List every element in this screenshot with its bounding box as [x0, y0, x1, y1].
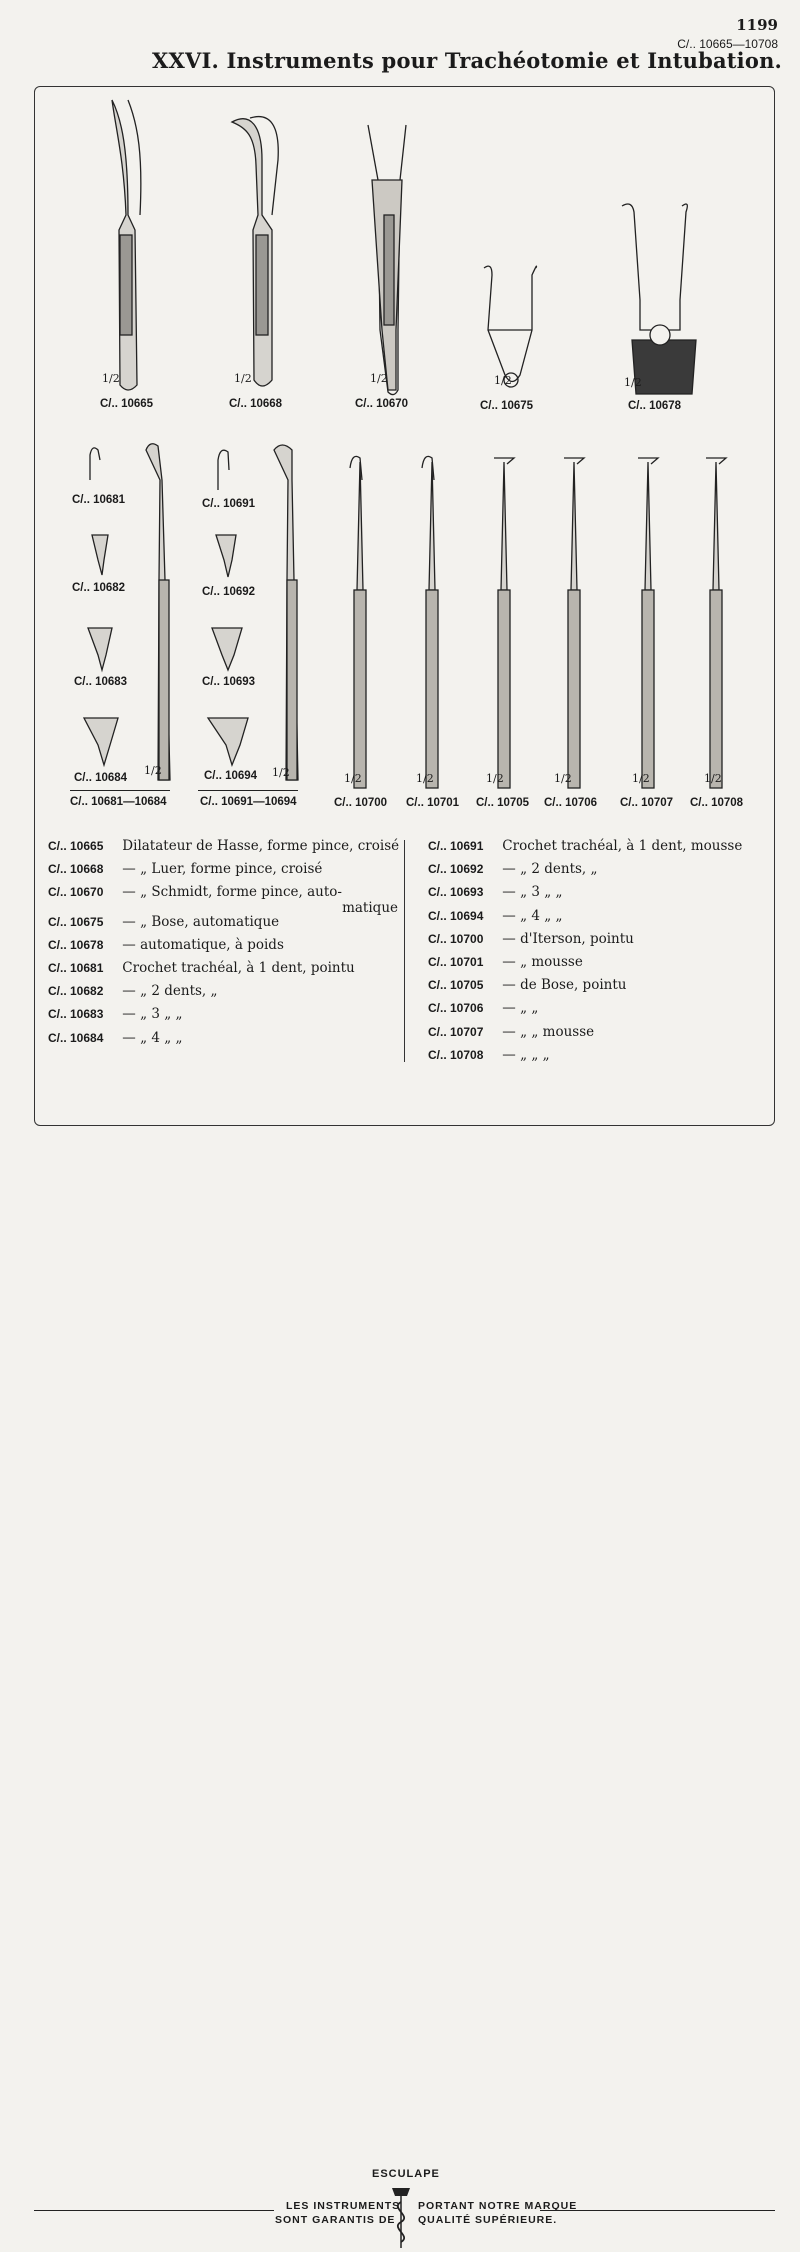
- figure-label-10668: C/.. 10668: [229, 398, 283, 410]
- scale-label: 1/2: [554, 772, 572, 785]
- table-row: C/.. 10668 — „ Luer, forme pince, croisé: [48, 861, 323, 878]
- hook-tip-10693: [212, 628, 242, 670]
- table-row: C/.. 10684 — „ 4 „ „: [48, 1029, 183, 1046]
- figure-label-10681: C/.. 10681: [72, 494, 126, 506]
- brand-name: ESCULAPE: [372, 2168, 440, 2180]
- scale-label: 1/2: [272, 766, 290, 779]
- hook-tip-10682: [92, 535, 108, 575]
- hook-long-10706: [564, 458, 584, 788]
- footer-rule-right: [540, 2210, 775, 2211]
- hook-tip-10684: [84, 718, 118, 765]
- figure-label-10701: C/.. 10701: [406, 797, 460, 809]
- figure-label-10707: C/.. 10707: [620, 797, 674, 809]
- forceps-illustration-10668: [232, 117, 278, 386]
- table-row: C/.. 10693 — „ 3 „ „: [428, 884, 563, 901]
- hook-long-10691-10694: [274, 445, 298, 780]
- hook-long-10681-10684: [146, 444, 170, 780]
- hook-long-10700: [350, 456, 366, 788]
- scale-label: 1/2: [486, 772, 504, 785]
- figure-label-10694: C/.. 10694: [204, 770, 258, 782]
- hook-tip-10694: [208, 718, 248, 765]
- group-label-10681-10684: C/.. 10681—10684: [70, 796, 167, 808]
- catalog-range: C/.. 10665—10708: [677, 37, 778, 51]
- table-row: C/.. 10708 — „ „ „: [428, 1046, 550, 1063]
- scale-label: 1/2: [624, 376, 642, 389]
- footer-line-2-right: QUALITÉ SUPÉRIEURE.: [418, 2214, 558, 2226]
- table-row: C/.. 10705 — de Bose, pointu: [428, 977, 627, 994]
- scale-label: 1/2: [102, 372, 120, 385]
- group-label-10691-10694: C/.. 10691—10694: [200, 796, 297, 808]
- group-bracket-right: [198, 790, 298, 791]
- hook-long-10701: [422, 456, 438, 788]
- footer-line-1-left: LES INSTRUMENTS: [286, 2200, 401, 2212]
- figure-label-10705: C/.. 10705: [476, 797, 530, 809]
- table-row: C/.. 10691 Crochet trachéal, à 1 dent, mousse: [428, 838, 743, 854]
- footer-line-2-left: SONT GARANTIS DE: [275, 2214, 396, 2226]
- scale-label: 1/2: [344, 772, 362, 785]
- forceps-illustration-10670: [368, 125, 406, 395]
- scale-label: 1/2: [632, 772, 650, 785]
- figure-label-10675: C/.. 10675: [480, 400, 534, 412]
- forceps-illustration-10665: [112, 100, 141, 390]
- hook-tip-10681: [90, 448, 100, 480]
- table-row: C/.. 10683 — „ 3 „ „: [48, 1006, 183, 1023]
- scale-label: 1/2: [234, 372, 252, 385]
- hook-tip-10691: [218, 450, 229, 490]
- figure-label-10706: C/.. 10706: [544, 797, 598, 809]
- figure-label-10693: C/.. 10693: [202, 676, 256, 688]
- table-row: C/.. 10700 — d'Iterson, pointu: [428, 930, 634, 947]
- table-row: C/.. 10681 Crochet trachéal, à 1 dent, pointu: [48, 959, 355, 976]
- footer-rule-left: [34, 2210, 274, 2211]
- hook-long-10707: [638, 458, 658, 788]
- scale-label: 1/2: [704, 772, 722, 785]
- table-row: C/.. 10675 — „ Bose, automatique: [48, 913, 280, 930]
- table-row: C/.. 10707 — „ „ mousse: [428, 1023, 595, 1040]
- hook-long-10708: [706, 458, 726, 788]
- figure-label-10708: C/.. 10708: [690, 797, 744, 809]
- footer-line-1-right: PORTANT NOTRE MARQUE: [418, 2200, 578, 2212]
- table-row: C/.. 10665 Dilatateur de Hasse, forme pince, croisé: [48, 838, 400, 854]
- table-row: C/.. 10670 — „ Schmidt, forme pince, auto-: [48, 884, 342, 901]
- figure-label-10678: C/.. 10678: [628, 400, 682, 412]
- table-row: C/.. 10706 — „ „: [428, 1000, 539, 1017]
- hook-long-10705: [494, 458, 514, 788]
- figure-label-10700: C/.. 10700: [334, 797, 388, 809]
- figure-label-10683: C/.. 10683: [74, 676, 128, 688]
- hook-tip-10683: [88, 628, 112, 670]
- scale-label: 1/2: [144, 764, 162, 777]
- scale-label: 1/2: [416, 772, 434, 785]
- hook-tip-10692: [216, 535, 236, 577]
- page-number: 1199: [736, 16, 778, 34]
- figure-label-10682: C/.. 10682: [72, 582, 126, 594]
- column-divider: [404, 840, 405, 1062]
- table-row: C/.. 10692 — „ 2 dents, „: [428, 861, 598, 878]
- table-row: C/.. 10682 — „ 2 dents, „: [48, 983, 218, 1000]
- figure-label-10692: C/.. 10692: [202, 586, 256, 598]
- scale-label: 1/2: [370, 372, 388, 385]
- table-row: matique: [342, 899, 398, 916]
- group-bracket-left: [70, 790, 170, 791]
- retractor-illustration-10678: [622, 204, 696, 394]
- figure-label-10670: C/.. 10670: [355, 398, 409, 410]
- table-row: C/.. 10694 — „ 4 „ „: [428, 907, 563, 924]
- scale-label: 1/2: [494, 374, 512, 387]
- retractor-illustration-10675: [484, 266, 537, 387]
- page-title: XXVI. Instruments pour Trachéotomie et Intubation.: [152, 48, 783, 73]
- description-table-left: [48, 838, 398, 1053]
- description-table-right: [428, 838, 778, 1070]
- figure-label-10665: C/.. 10665: [100, 398, 154, 410]
- figure-label-10691: C/.. 10691: [202, 498, 256, 510]
- table-row: C/.. 10678 — automatique, à poids: [48, 936, 284, 953]
- table-row: C/.. 10701 — „ mousse: [428, 953, 583, 970]
- figure-label-10684: C/.. 10684: [74, 772, 128, 784]
